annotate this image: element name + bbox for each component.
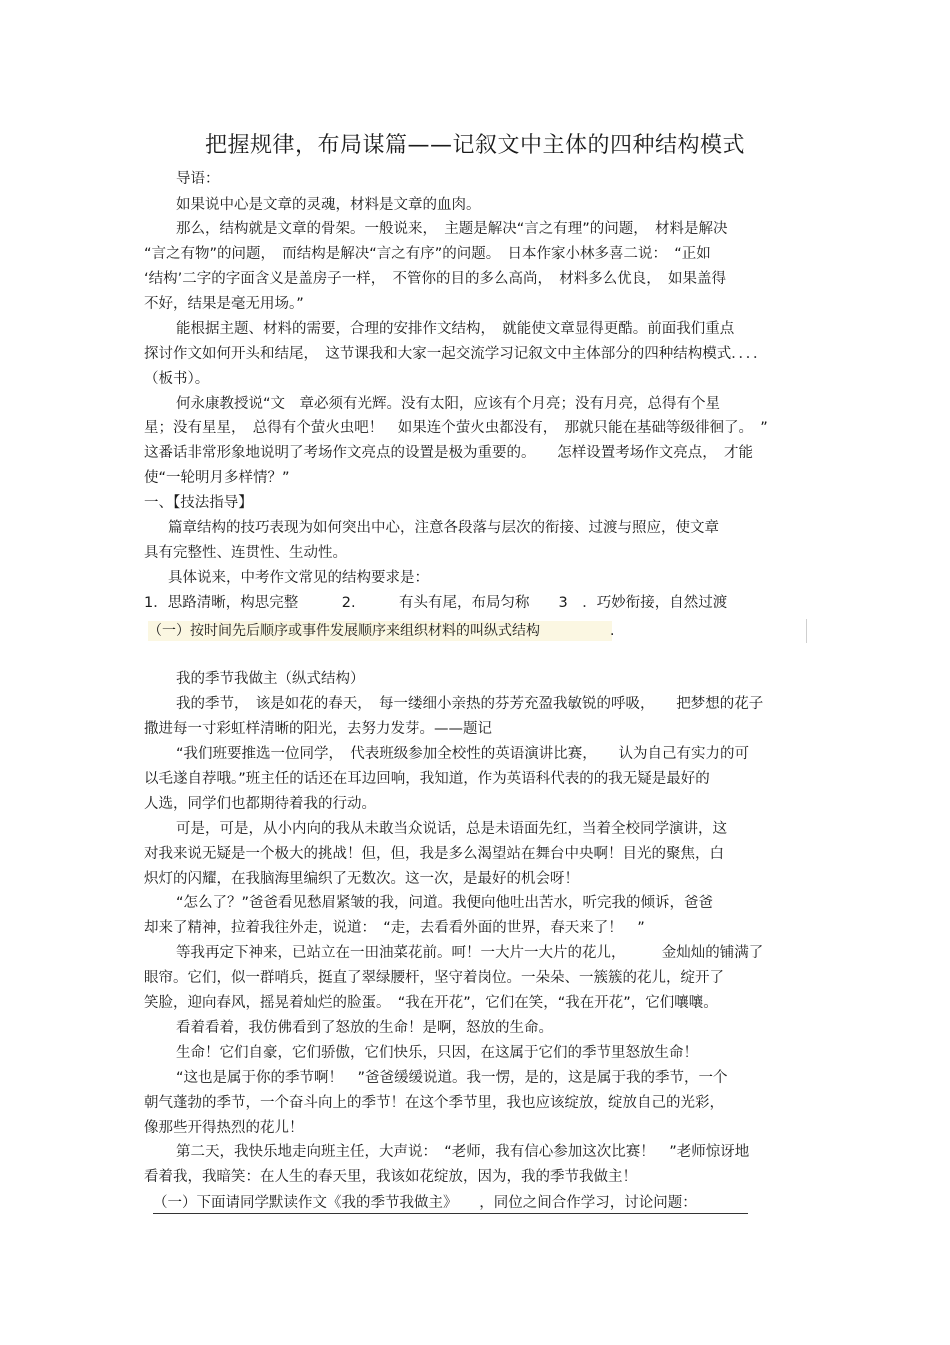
text-line: 生命！它们自豪，它们骄傲，它们快乐，只因，在这属于它们的季节里怒放生命！ — [176, 1045, 698, 1061]
text-line: 这番话非常形象地说明了考场作文亮点的设置是极为重要的。 怎样设置考场作文亮点， 才能 — [144, 445, 753, 461]
divider — [806, 619, 807, 643]
essay-title: 我的季节我做主（纵式结构） — [176, 671, 365, 687]
text-line: 看着看着，我仿佛看到了怒放的生命！是啊，怒放的生命。 — [176, 1020, 553, 1036]
text-line: 探讨作文如何开头和结尾， 这节课我和大家一起交流学习记叙文中主体部分的四种结构模式．．．． — [144, 346, 768, 362]
text-line: 可是，可是，从小内向的我从未敢当众说话，总是未语面先红，当着全校同学演讲，这 — [176, 821, 727, 837]
text-line: 具体说来，中考作文常见的结构要求是： — [168, 570, 429, 586]
text-line: 我的季节， 该是如花的春天， 每一缕细小亲热的芬芳充盈我敏锐的呼吸， 把梦想的花子 — [176, 696, 764, 712]
text-line: 撒进每一寸彩虹样清晰的阳光，去努力发芽。——题记 — [144, 721, 492, 737]
text-line: 看着我，我暗笑：在人生的春天里，我该如花绽放，因为，我的季节我做主！ — [144, 1169, 637, 1185]
text-line: 眼帘。它们，似一群哨兵，挺直了翠绿腰杆，坚守着岗位。一朵朵、一簇簇的花儿，绽开了 — [144, 970, 724, 986]
text-line: 却来了精神，拉着我往外走，说道： “走，去看看外面的世界，春天来了！ ” — [144, 920, 645, 936]
discussion-prompt: （一）下面请同学默读作文《我的季节我做主》 ，同位之间合作学习，讨论问题： — [153, 1195, 697, 1211]
text-line: 具有完整性、连贯性、生动性。 — [144, 545, 347, 561]
text-line: 朝气蓬勃的季节，一个奋斗向上的季节！在这个季节里，我也应该绽放，绽放自己的光彩， — [144, 1095, 724, 1111]
text-line: 以毛遂自荐哦。”班主任的话还在耳边回响，我知道，作为英语科代表的的我无疑是最好的 — [144, 771, 710, 787]
text-line: 炽灯的闪耀，在我脑海里编织了无数次。这一次，是最好的机会呀！ — [144, 871, 579, 887]
text-line: 1．思路清晰，构思完整 2. 有头有尾，布局匀称 3 ．巧妙衔接，自然过渡 — [144, 595, 728, 611]
text-line: ‘结构’二字的字面含义是盖房子一样， 不管你的目的多么高尚， 材料多么优良， 如果盖得 — [144, 271, 726, 287]
section-heading-dot: . — [610, 623, 615, 639]
text-line: “言之有物”的问题， 而结构是解决“言之有序”的问题。 日本作家小林多喜二说： “正如 — [144, 246, 711, 262]
text-line: 导语： — [176, 171, 220, 187]
text-line: 如果说中心是文章的灵魂，材料是文章的血肉。 — [176, 197, 481, 213]
text-line: 对我来说无疑是一个极大的挑战！但，但，我是多么渴望站在舞台中央啊！目光的聚焦，白 — [144, 846, 724, 862]
text-line: 使“一轮明月多样情？” — [144, 470, 290, 486]
section-heading-highlight: （一）按时间先后顺序或事件发展顺序来组织材料的叫纵式结构 — [148, 621, 612, 641]
text-line: “这也是属于你的季节啊！ ”爸爸缓缓说道。我一愣，是的，这是属于我的季节，一个 — [176, 1070, 728, 1086]
text-line: 何永康教授说“文 章必须有光辉。没有太阳，应该有个月亮；没有月亮，总得有个星 — [176, 396, 721, 412]
text-line: “我们班要推选一位同学， 代表班级参加全校性的英语演讲比赛， 认为自己有实力的可 — [176, 746, 750, 762]
text-line: 人选，同学们也都期待着我的行动。 — [144, 796, 376, 812]
text-line: 星；没有星星， 总得有个萤火虫吧！ 如果连个萤火虫都没有， 那就只能在基础等级徘徊了。 ” — [144, 420, 768, 436]
text-line: 笑脸，迎向春风，摇晃着灿烂的脸蛋。 “我在开花”，它们在笑，“我在开花”，它们嚷嚷。 — [144, 995, 718, 1011]
section-title: 一、【技法指导】 — [144, 495, 253, 511]
text-line: 第二天，我快乐地走向班主任，大声说： “老师，我有信心参加这次比赛！ ”老师惊讶地 — [176, 1144, 750, 1160]
text-line: 等我再定下神来，已站立在一田油菜花前。呵！一大片一大片的花儿， 金灿灿的铺满了 — [176, 945, 764, 961]
text-line: 像那些开得热烈的花儿！ — [144, 1120, 304, 1136]
text-line: 不好，结果是毫无用场。” — [144, 296, 304, 312]
underline-rule — [153, 1213, 748, 1214]
text-line: （板书）。 — [144, 371, 210, 387]
text-line: 篇章结构的技巧表现为如何突出中心，注意各段落与层次的衔接、过渡与照应，使文章 — [168, 520, 719, 536]
page-title: 把握规律，布局谋篇——记叙文中主体的四种结构模式 — [204, 133, 745, 158]
text-line: 能根据主题、材料的需要，合理的安排作文结构， 就能使文章显得更酷。前面我们重点 — [176, 321, 735, 337]
text-line: 那么，结构就是文章的骨架。一般说来， 主题是解决“言之有理”的问题， 材料是解决 — [176, 221, 728, 237]
text-line: “怎么了？”爸爸看见愁眉紧皱的我，问道。我便向他吐出苦水，听完我的倾诉，爸爸 — [176, 895, 714, 911]
